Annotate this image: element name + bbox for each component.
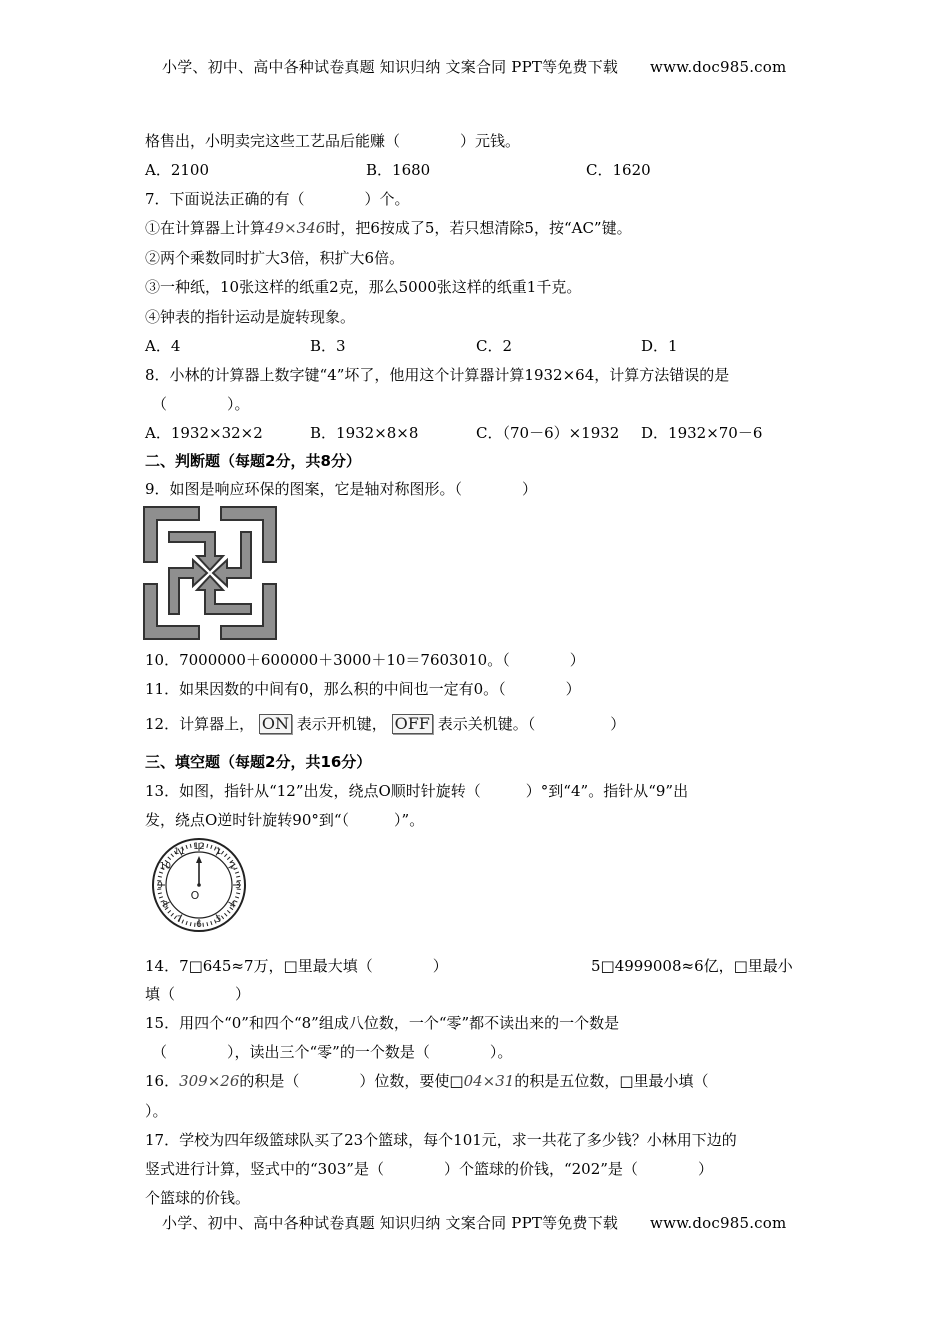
q7-stem: 7．下面说法正确的有（ ）个。 — [145, 190, 410, 208]
q15-line-2: （ ），读出三个“零”的一个数是（ ）。 — [152, 1043, 513, 1061]
q10-text: 10．7000000＋600000＋3000＋10＝7603010。（ ） — [145, 651, 585, 669]
q8-option-b: B．1932×8×8 — [310, 424, 419, 442]
q7-option-a: A．4 — [145, 337, 181, 355]
header-text: 小学、初中、高中各种试卷真题 知识归纳 文案合同 PPT等免费下载 — [162, 58, 619, 76]
clock-numeral: 10 — [159, 861, 171, 872]
on-key-icon: ON — [259, 714, 292, 734]
clock-numeral: 6 — [196, 920, 202, 930]
q7-statement-2: ②两个乘数同时扩大3倍，积扩大6倍。 — [145, 249, 405, 267]
q7-statement-4: ④钟表的指针运动是旋转现象。 — [145, 308, 356, 326]
q16-prefix: 16． — [145, 1072, 180, 1090]
page-footer — [162, 1216, 786, 1231]
clock-numeral: 2 — [229, 861, 236, 872]
q12-text-c: 表示关机键。（ ） — [437, 715, 626, 733]
q6-continuation: 格售出，小明卖完这些工艺品后能赚（ ）元钱。 — [145, 132, 521, 150]
clock-center-label: O — [190, 889, 200, 902]
clock-numeral: 8 — [162, 900, 169, 911]
q8-option-c: C．（70－6）×1932 — [476, 424, 620, 442]
q11-text: 11．如果因数的中间有0，那么积的中间也一定有0。（ ） — [145, 680, 581, 698]
q7-statement-1 — [145, 221, 632, 236]
q16-text-b: 的积是（ ）位数，要使□ — [239, 1072, 464, 1090]
clock-numeral: 12 — [193, 842, 205, 852]
q9-text: 9．如图是响应环保的图案，它是轴对称图形。（ ） — [145, 480, 538, 498]
q16-math-2: 04×31 — [463, 1072, 515, 1090]
q8-option-a: A．1932×32×2 — [145, 424, 263, 442]
q6-option-a: A．2100 — [145, 161, 210, 179]
q16-text-c: 的积是五位数，□里最小填（ — [514, 1072, 709, 1090]
q8-stem: 8．小林的计算器上数字键“4”坏了，他用这个计算器计算1932×64，计算方法错误的是 — [145, 366, 730, 384]
header-url: www.doc985.com — [650, 58, 787, 76]
q12-text-b: 表示开机键， — [296, 715, 387, 733]
q6-option-c: C．1620 — [586, 161, 651, 179]
q7-option-d: D．1 — [641, 337, 678, 355]
q8-option-d: D．1932×70－6 — [641, 424, 763, 442]
q7-s1-math: 49×346 — [265, 219, 326, 237]
q8-blank: （ ）。 — [152, 395, 250, 413]
clock-numeral: 9 — [157, 881, 163, 891]
footer-text: 小学、初中、高中各种试卷真题 知识归纳 文案合同 PPT等免费下载 — [162, 1214, 619, 1232]
q14-line-2: 填（ ） — [145, 985, 251, 1003]
clock-figure — [150, 836, 248, 934]
q12-text-a: 12．计算器上， — [145, 715, 255, 733]
q12-text — [145, 714, 625, 734]
q6-option-b: B．1680 — [366, 161, 431, 179]
q7-option-c: C．2 — [476, 337, 513, 355]
q17-line-2: 竖式进行计算，竖式中的“303”是（ ）个篮球的价钱，“202”是（ ） — [145, 1160, 713, 1178]
q7-s1-text-a: ①在计算器上计算 — [145, 219, 266, 237]
clock-numeral: 4 — [229, 900, 236, 911]
clock-numeral: 11 — [173, 847, 186, 858]
q13-line-1: 13．如图，指针从“12”出发，绕点O顺时针旋转（ ）°到“4”。指针从“9”出 — [145, 782, 689, 800]
section-3-title: 三、填空题（每题2分，共16分） — [145, 753, 372, 771]
clock-numeral: 3 — [235, 881, 241, 891]
q7-statement-3: ③一种纸，10张这样的纸重2克，那么5000张这样的纸重1千克。 — [145, 278, 582, 296]
q17-line-3: 个篮球的价钱。 — [145, 1189, 251, 1207]
clock-numeral: 5 — [215, 914, 222, 925]
q16-line-2: ）。 — [145, 1102, 168, 1120]
q14-part-1: 14．7□645≈7万，□里最大填（ ） — [145, 957, 448, 975]
off-key-icon: OFF — [392, 714, 433, 734]
q16-math-1: 309×26 — [179, 1072, 240, 1090]
clock-numeral: 1 — [215, 847, 222, 858]
q7-option-b: B．3 — [310, 337, 346, 355]
q17-line-1: 17．学校为四年级篮球队买了23个篮球，每个101元，求一共花了多少钱？小林用下边的 — [145, 1131, 737, 1149]
page-header — [162, 60, 786, 75]
q16-line-1 — [145, 1074, 709, 1089]
section-2-title: 二、判断题（每题2分，共8分） — [145, 452, 361, 470]
q14-part-2: 5□4999008≈6亿，□里最小 — [591, 957, 793, 975]
clock-numeral: 7 — [176, 914, 183, 925]
footer-url: www.doc985.com — [650, 1214, 787, 1232]
recycle-symbol-figure — [143, 506, 277, 640]
q13-line-2: 发，绕点O逆时针旋转90°到“（ ）”。 — [145, 811, 425, 829]
q15-line-1: 15．用四个“0”和四个“8”组成八位数，一个“零”都不读出来的一个数是 — [145, 1014, 620, 1032]
q7-s1-text-b: 时，把6按成了5，若只想清除5，按“AC”键。 — [325, 219, 632, 237]
